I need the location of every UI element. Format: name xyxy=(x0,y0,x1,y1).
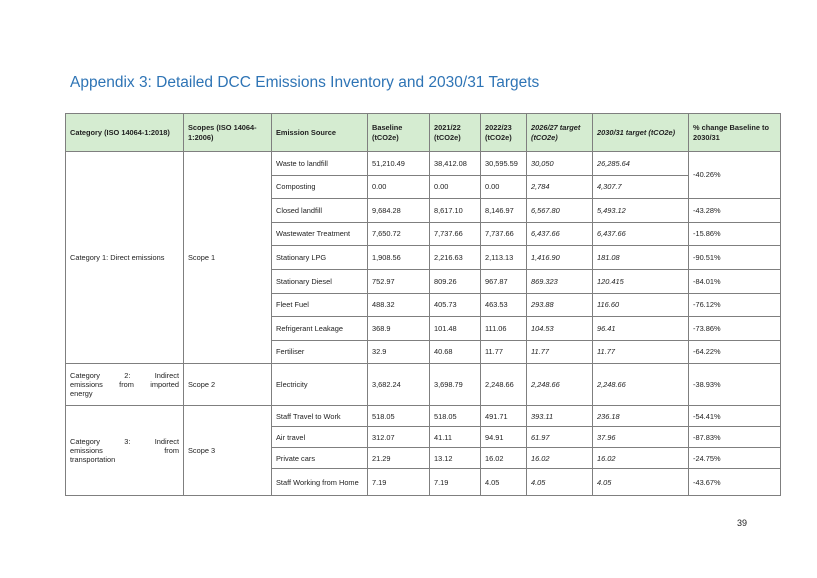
scope-3-cell: Scope 3 xyxy=(184,406,272,496)
emission-source-cell: Composting xyxy=(272,175,368,199)
baseline-cell: 7.19 xyxy=(368,469,430,496)
target-2030-31-cell: 5,493.12 xyxy=(593,199,689,223)
baseline-cell: 9,684.28 xyxy=(368,199,430,223)
emission-source-cell: Electricity xyxy=(272,364,368,406)
target-2026-27-cell: 30,050 xyxy=(527,152,593,176)
header-category: Category (ISO 14064-1:2018) xyxy=(66,114,184,152)
value-2021-22-cell: 518.05 xyxy=(430,406,481,427)
value-2022-23-cell: 0.00 xyxy=(481,175,527,199)
target-2026-27-cell: 869.323 xyxy=(527,269,593,293)
emission-source-cell: Private cars xyxy=(272,448,368,469)
value-2022-23-cell: 94.91 xyxy=(481,427,527,448)
emission-source-cell: Waste to landfill xyxy=(272,152,368,176)
baseline-cell: 752.97 xyxy=(368,269,430,293)
target-2026-27-cell: 11.77 xyxy=(527,340,593,364)
page-number: 39 xyxy=(737,518,748,528)
header-2022-23: 2022/23 (tCO2e) xyxy=(481,114,527,152)
category-2-cell xyxy=(66,364,184,406)
target-2026-27-cell: 61.97 xyxy=(527,427,593,448)
emissions-inventory-table xyxy=(65,113,781,496)
category-line: Category 2: Indirect xyxy=(70,370,179,380)
value-2021-22-cell: 101.48 xyxy=(430,317,481,341)
target-2026-27-cell: 2,248.66 xyxy=(527,364,593,406)
target-2026-27-cell: 16.02 xyxy=(527,448,593,469)
target-2030-31-cell: 37.96 xyxy=(593,427,689,448)
value-2021-22-cell: 2,216.63 xyxy=(430,246,481,270)
emission-source-cell: Stationary LPG xyxy=(272,246,368,270)
emission-source-cell: Staff Working from Home xyxy=(272,469,368,496)
table-row xyxy=(66,364,781,406)
emission-source-cell: Air travel xyxy=(272,427,368,448)
value-2021-22-cell: 0.00 xyxy=(430,175,481,199)
target-2030-31-cell: 4.05 xyxy=(593,469,689,496)
percent-change-cell: -64.22% xyxy=(689,340,781,364)
emission-source-cell: Stationary Diesel xyxy=(272,269,368,293)
baseline-cell: 368.9 xyxy=(368,317,430,341)
target-2026-27-cell: 1,416.90 xyxy=(527,246,593,270)
table-row xyxy=(66,152,781,176)
percent-change-cell: -76.12% xyxy=(689,293,781,317)
target-2026-27-cell: 4.05 xyxy=(527,469,593,496)
value-2022-23-cell: 4.05 xyxy=(481,469,527,496)
baseline-cell: 518.05 xyxy=(368,406,430,427)
target-2030-31-cell: 6,437.66 xyxy=(593,222,689,246)
baseline-cell: 21.29 xyxy=(368,448,430,469)
percent-change-cell: -84.01% xyxy=(689,269,781,293)
category-line: Category 3: Indirect xyxy=(70,436,179,446)
emission-source-cell: Staff Travel to Work xyxy=(272,406,368,427)
target-2026-27-cell: 6,567.80 xyxy=(527,199,593,223)
scope-2-cell: Scope 2 xyxy=(184,364,272,406)
category-1-cell: Category 1: Direct emissions xyxy=(66,152,184,364)
target-2026-27-cell: 293.88 xyxy=(527,293,593,317)
target-2026-27-cell: 393.11 xyxy=(527,406,593,427)
target-2030-31-cell: 96.41 xyxy=(593,317,689,341)
target-2030-31-cell: 236.18 xyxy=(593,406,689,427)
percent-change-cell: -54.41% xyxy=(689,406,781,427)
header-2026-27-target: 2026/27 target (tCO2e) xyxy=(527,114,593,152)
value-2021-22-cell: 38,412.08 xyxy=(430,152,481,176)
target-2030-31-cell: 11.77 xyxy=(593,340,689,364)
header-scopes: Scopes (ISO 14064-1:2006) xyxy=(184,114,272,152)
percent-change-cell: -90.51% xyxy=(689,246,781,270)
baseline-cell: 312.07 xyxy=(368,427,430,448)
table-header-row xyxy=(66,114,781,152)
value-2021-22-cell: 40.68 xyxy=(430,340,481,364)
percent-change-cell: -73.86% xyxy=(689,317,781,341)
value-2022-23-cell: 491.71 xyxy=(481,406,527,427)
target-2030-31-cell: 181.08 xyxy=(593,246,689,270)
value-2021-22-cell: 3,698.79 xyxy=(430,364,481,406)
percent-change-cell: -24.75% xyxy=(689,448,781,469)
target-2030-31-cell: 2,248.66 xyxy=(593,364,689,406)
target-2030-31-cell: 116.60 xyxy=(593,293,689,317)
value-2021-22-cell: 7,737.66 xyxy=(430,222,481,246)
category-line: emissions from imported xyxy=(70,380,179,390)
header-percent-change: % change Baseline to 2030/31 xyxy=(689,114,781,152)
baseline-cell: 51,210.49 xyxy=(368,152,430,176)
baseline-cell: 488.32 xyxy=(368,293,430,317)
value-2021-22-cell: 7.19 xyxy=(430,469,481,496)
value-2021-22-cell: 13.12 xyxy=(430,448,481,469)
header-2030-31-target: 2030/31 target (tCO2e) xyxy=(593,114,689,152)
header-emission-source: Emission Source xyxy=(272,114,368,152)
target-2030-31-cell: 16.02 xyxy=(593,448,689,469)
category-line: emissions from xyxy=(70,446,179,456)
percent-change-cell: -38.93% xyxy=(689,364,781,406)
scope-1-cell: Scope 1 xyxy=(184,152,272,364)
header-2021-22: 2021/22 (tCO2e) xyxy=(430,114,481,152)
value-2022-23-cell: 16.02 xyxy=(481,448,527,469)
target-2026-27-cell: 6,437.66 xyxy=(527,222,593,246)
value-2021-22-cell: 8,617.10 xyxy=(430,199,481,223)
percent-change-cell: -15.86% xyxy=(689,222,781,246)
percent-change-cell: -43.28% xyxy=(689,199,781,223)
page-title: Appendix 3: Detailed DCC Emissions Inventory and 2030/31 Targets xyxy=(70,74,540,91)
baseline-cell: 7,650.72 xyxy=(368,222,430,246)
table-row xyxy=(66,406,781,427)
target-2030-31-cell: 120.415 xyxy=(593,269,689,293)
baseline-cell: 0.00 xyxy=(368,175,430,199)
emission-source-cell: Closed landfill xyxy=(272,199,368,223)
value-2022-23-cell: 111.06 xyxy=(481,317,527,341)
value-2022-23-cell: 7,737.66 xyxy=(481,222,527,246)
baseline-cell: 32.9 xyxy=(368,340,430,364)
percent-change-cell: -40.26% xyxy=(689,152,781,199)
value-2021-22-cell: 405.73 xyxy=(430,293,481,317)
target-2026-27-cell: 2,784 xyxy=(527,175,593,199)
emission-source-cell: Wastewater Treatment xyxy=(272,222,368,246)
category-line: transportation xyxy=(70,455,116,465)
target-2030-31-cell: 26,285.64 xyxy=(593,152,689,176)
value-2021-22-cell: 809.26 xyxy=(430,269,481,293)
value-2021-22-cell: 41.11 xyxy=(430,427,481,448)
target-2030-31-cell: 4,307.7 xyxy=(593,175,689,199)
category-3-cell xyxy=(66,406,184,496)
value-2022-23-cell: 967.87 xyxy=(481,269,527,293)
value-2022-23-cell: 30,595.59 xyxy=(481,152,527,176)
header-baseline: Baseline (tCO2e) xyxy=(368,114,430,152)
emission-source-cell: Fleet Fuel xyxy=(272,293,368,317)
value-2022-23-cell: 8,146.97 xyxy=(481,199,527,223)
value-2022-23-cell: 2,248.66 xyxy=(481,364,527,406)
value-2022-23-cell: 11.77 xyxy=(481,340,527,364)
target-2026-27-cell: 104.53 xyxy=(527,317,593,341)
percent-change-cell: -87.83% xyxy=(689,427,781,448)
value-2022-23-cell: 463.53 xyxy=(481,293,527,317)
value-2022-23-cell: 2,113.13 xyxy=(481,246,527,270)
category-line: energy xyxy=(70,389,93,399)
baseline-cell: 3,682.24 xyxy=(368,364,430,406)
emission-source-cell: Fertiliser xyxy=(272,340,368,364)
baseline-cell: 1,908.56 xyxy=(368,246,430,270)
emission-source-cell: Refrigerant Leakage xyxy=(272,317,368,341)
percent-change-cell: -43.67% xyxy=(689,469,781,496)
